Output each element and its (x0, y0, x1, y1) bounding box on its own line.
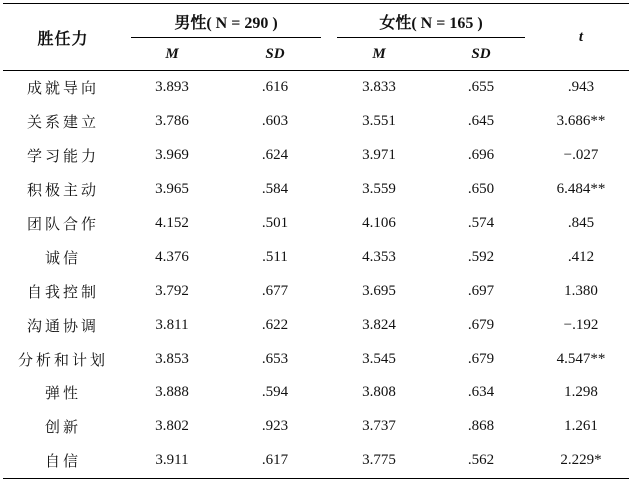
competency-cell: 积极主动 (26, 183, 99, 200)
female-mean-cell: 4.106 (362, 215, 396, 231)
female-sd-cell: .679 (467, 350, 495, 367)
competency-cell: 成就导向 (26, 81, 99, 98)
t-value-cell: 1.380 (564, 282, 598, 299)
t-value-cell: 4.547** (556, 350, 606, 367)
female-mean-cell: 3.545 (362, 350, 396, 367)
female-mean-cell: 3.971 (362, 147, 396, 164)
table-row (3, 207, 629, 241)
male-mean-cell: 3.888 (155, 384, 189, 401)
t-value-cell: .943 (567, 79, 595, 96)
male-mean-cell: 3.893 (155, 79, 189, 96)
female-sd-cell: .562 (429, 444, 533, 478)
competency-cell: 学习能力 (26, 149, 99, 166)
table-row (3, 308, 629, 342)
female-mean-cell: 3.737 (362, 418, 396, 435)
table-row (3, 274, 629, 308)
t-value-cell: −.027 (563, 147, 599, 164)
table-row (3, 444, 629, 478)
competency-cell: 弹性 (44, 386, 81, 403)
male-sd-cell: .501 (261, 215, 289, 231)
table-row (3, 139, 629, 173)
competency-cell: 自我控制 (26, 284, 99, 301)
t-value-cell: 6.484** (556, 181, 606, 198)
male-mean-cell: 3.811 (155, 316, 189, 333)
male-mean-cell: 4.376 (155, 248, 189, 265)
male-sd-cell: .677 (261, 282, 289, 299)
table-row (3, 71, 629, 105)
female-sd-cell: .679 (467, 316, 495, 333)
t-value-cell: 1.298 (564, 384, 598, 401)
male-sd-cell: .616 (261, 79, 289, 96)
female-sd-cell: .650 (467, 181, 495, 198)
table-row (3, 173, 629, 207)
male-sd-cell: .653 (261, 350, 289, 367)
female-sd-cell: .592 (467, 248, 495, 265)
female-sd-cell: .696 (467, 147, 495, 164)
table-header (3, 4, 629, 71)
male-sd-cell: .617 (221, 444, 329, 478)
male-mean-cell: 3.802 (155, 418, 189, 435)
female-mean-cell: 3.824 (362, 316, 396, 333)
t-header: t (533, 4, 629, 71)
male-group-label: 男性( N = 290 ) (174, 14, 278, 32)
female-group-header (329, 4, 533, 39)
male-group-header (123, 4, 329, 39)
female-sd-cell: .574 (467, 215, 495, 231)
competency-cell: 关系建立 (26, 115, 99, 132)
table-row (3, 342, 629, 376)
male-mean-cell: 3.911 (123, 444, 221, 478)
female-mean-cell: 3.559 (362, 181, 396, 198)
competency-cell: 自信 (3, 444, 123, 478)
female-sd-cell: .697 (467, 282, 495, 299)
gender-competency-table (3, 3, 629, 479)
male-sd-cell: .511 (262, 248, 288, 265)
female-mean-cell: 3.551 (362, 113, 396, 130)
competency-cell: 团队合作 (26, 217, 99, 233)
competency-cell: 分析和计划 (17, 352, 108, 369)
male-mean-cell: 4.152 (155, 215, 189, 231)
t-value-cell: −.192 (563, 316, 599, 333)
female-mean-cell: 3.808 (362, 384, 396, 401)
t-value-cell: 1.261 (564, 418, 598, 435)
female-sd-cell: .655 (467, 79, 495, 96)
competency-header: 胜任力 (3, 4, 123, 71)
male-m-header: M (123, 38, 221, 71)
t-value-cell: .412 (567, 248, 595, 265)
male-sd-header: SD (221, 38, 329, 71)
female-sd-header: SD (429, 38, 533, 71)
table-row (3, 376, 629, 410)
competency-cell: 沟通协调 (26, 318, 99, 335)
male-sd-cell: .622 (261, 316, 289, 333)
female-mean-cell: 3.833 (362, 79, 396, 96)
male-mean-cell: 3.969 (155, 147, 189, 164)
female-sd-cell: .645 (467, 113, 495, 130)
male-mean-cell: 3.853 (155, 350, 189, 367)
female-group-label: 女性( N = 165 ) (379, 14, 483, 32)
male-mean-cell: 3.786 (155, 113, 189, 130)
female-sd-cell: .634 (467, 384, 495, 401)
female-m-header: M (329, 38, 429, 71)
competency-cell: 诚信 (44, 250, 81, 267)
male-sd-cell: .584 (261, 181, 289, 198)
female-sd-cell: .868 (467, 418, 495, 435)
table-body (3, 71, 629, 479)
male-sd-cell: .603 (261, 113, 289, 130)
female-mean-cell: 3.775 (329, 444, 429, 478)
female-mean-cell: 3.695 (362, 282, 396, 299)
t-value-cell: 3.686** (556, 113, 606, 130)
table-row (3, 410, 629, 444)
male-sd-cell: .594 (261, 384, 289, 401)
competency-cell: 创新 (44, 420, 81, 437)
table-row (3, 105, 629, 139)
male-mean-cell: 3.792 (155, 282, 189, 299)
male-sd-cell: .923 (261, 418, 289, 435)
female-mean-cell: 4.353 (362, 248, 396, 265)
t-value-cell: .845 (567, 215, 595, 231)
t-value-cell: 2.229* (533, 444, 629, 478)
male-sd-cell: .624 (261, 147, 289, 164)
male-mean-cell: 3.965 (155, 181, 189, 198)
table-row (3, 240, 629, 274)
